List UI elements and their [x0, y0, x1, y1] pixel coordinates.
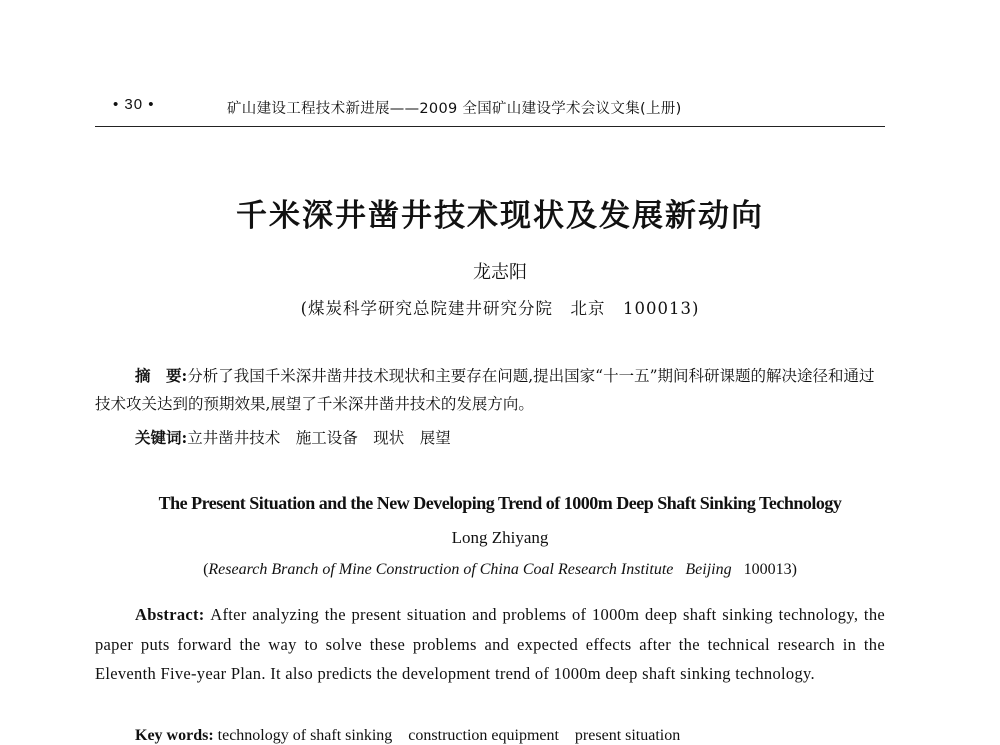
abstract-en-text: After analyzing the present situation and problems of 1000m deep shaft sinking technology, the paper puts forward the way to solve these problems and expected effects after the technical research in the Eleventh Five-year Plan. It also predicts the development trend of 1000m deep shaft sinking technology.: [95, 605, 885, 683]
abstract-cn-text: 分析了我国千米深井凿井技术现状和主要存在问题,提出国家“十一五”期间科研课题的解决途径和通过技术攻关达到的预期效果,展望了千米深井凿井技术的发展方向。: [95, 367, 875, 413]
abstract-en: [95, 600, 885, 689]
affiliation-en: (Research Branch of Mine Construction of China Coal Research Institute Beijing 100013): [203, 561, 797, 578]
author-cn: 龙志阳: [473, 262, 527, 283]
page-number: • 30 •: [113, 96, 155, 113]
running-header: [95, 92, 885, 128]
abstract-cn: [95, 362, 885, 418]
header-rule: [95, 126, 885, 127]
abstract-cn-label: 摘 要:: [135, 366, 188, 385]
running-title: 矿山建设工程技术新进展——2009 全国矿山建设学术会议文集(上册): [227, 101, 682, 117]
affiliation-en-city: Beijing: [685, 561, 732, 578]
keywords-cn: [95, 424, 885, 452]
author-en: Long Zhiyang: [451, 528, 549, 547]
affiliation-en-institution: Research Branch of Mine Construction of China Coal Research Institute: [208, 561, 674, 578]
keywords-cn-label: 关键词:: [135, 428, 188, 447]
keywords-en: [95, 722, 885, 745]
keywords-en-text: technology of shaft sinking construction equipment present situation: [217, 727, 681, 744]
affiliation-cn: (煤炭科学研究总院建井研究分院 北京 100013): [300, 299, 700, 318]
paper-title-en: The Present Situation and the New Developing Trend of 1000m Deep Shaft Sinking Technology: [158, 493, 842, 513]
abstract-en-label: Abstract:: [135, 605, 205, 624]
keywords-en-label: Key words:: [135, 727, 214, 744]
paper-title-cn: 千米深井凿井技术现状及发展新动向: [236, 198, 764, 234]
affiliation-en-postcode: 100013: [743, 561, 792, 578]
keywords-cn-text: 立井凿井技术 施工设备 现状 展望: [187, 429, 451, 447]
